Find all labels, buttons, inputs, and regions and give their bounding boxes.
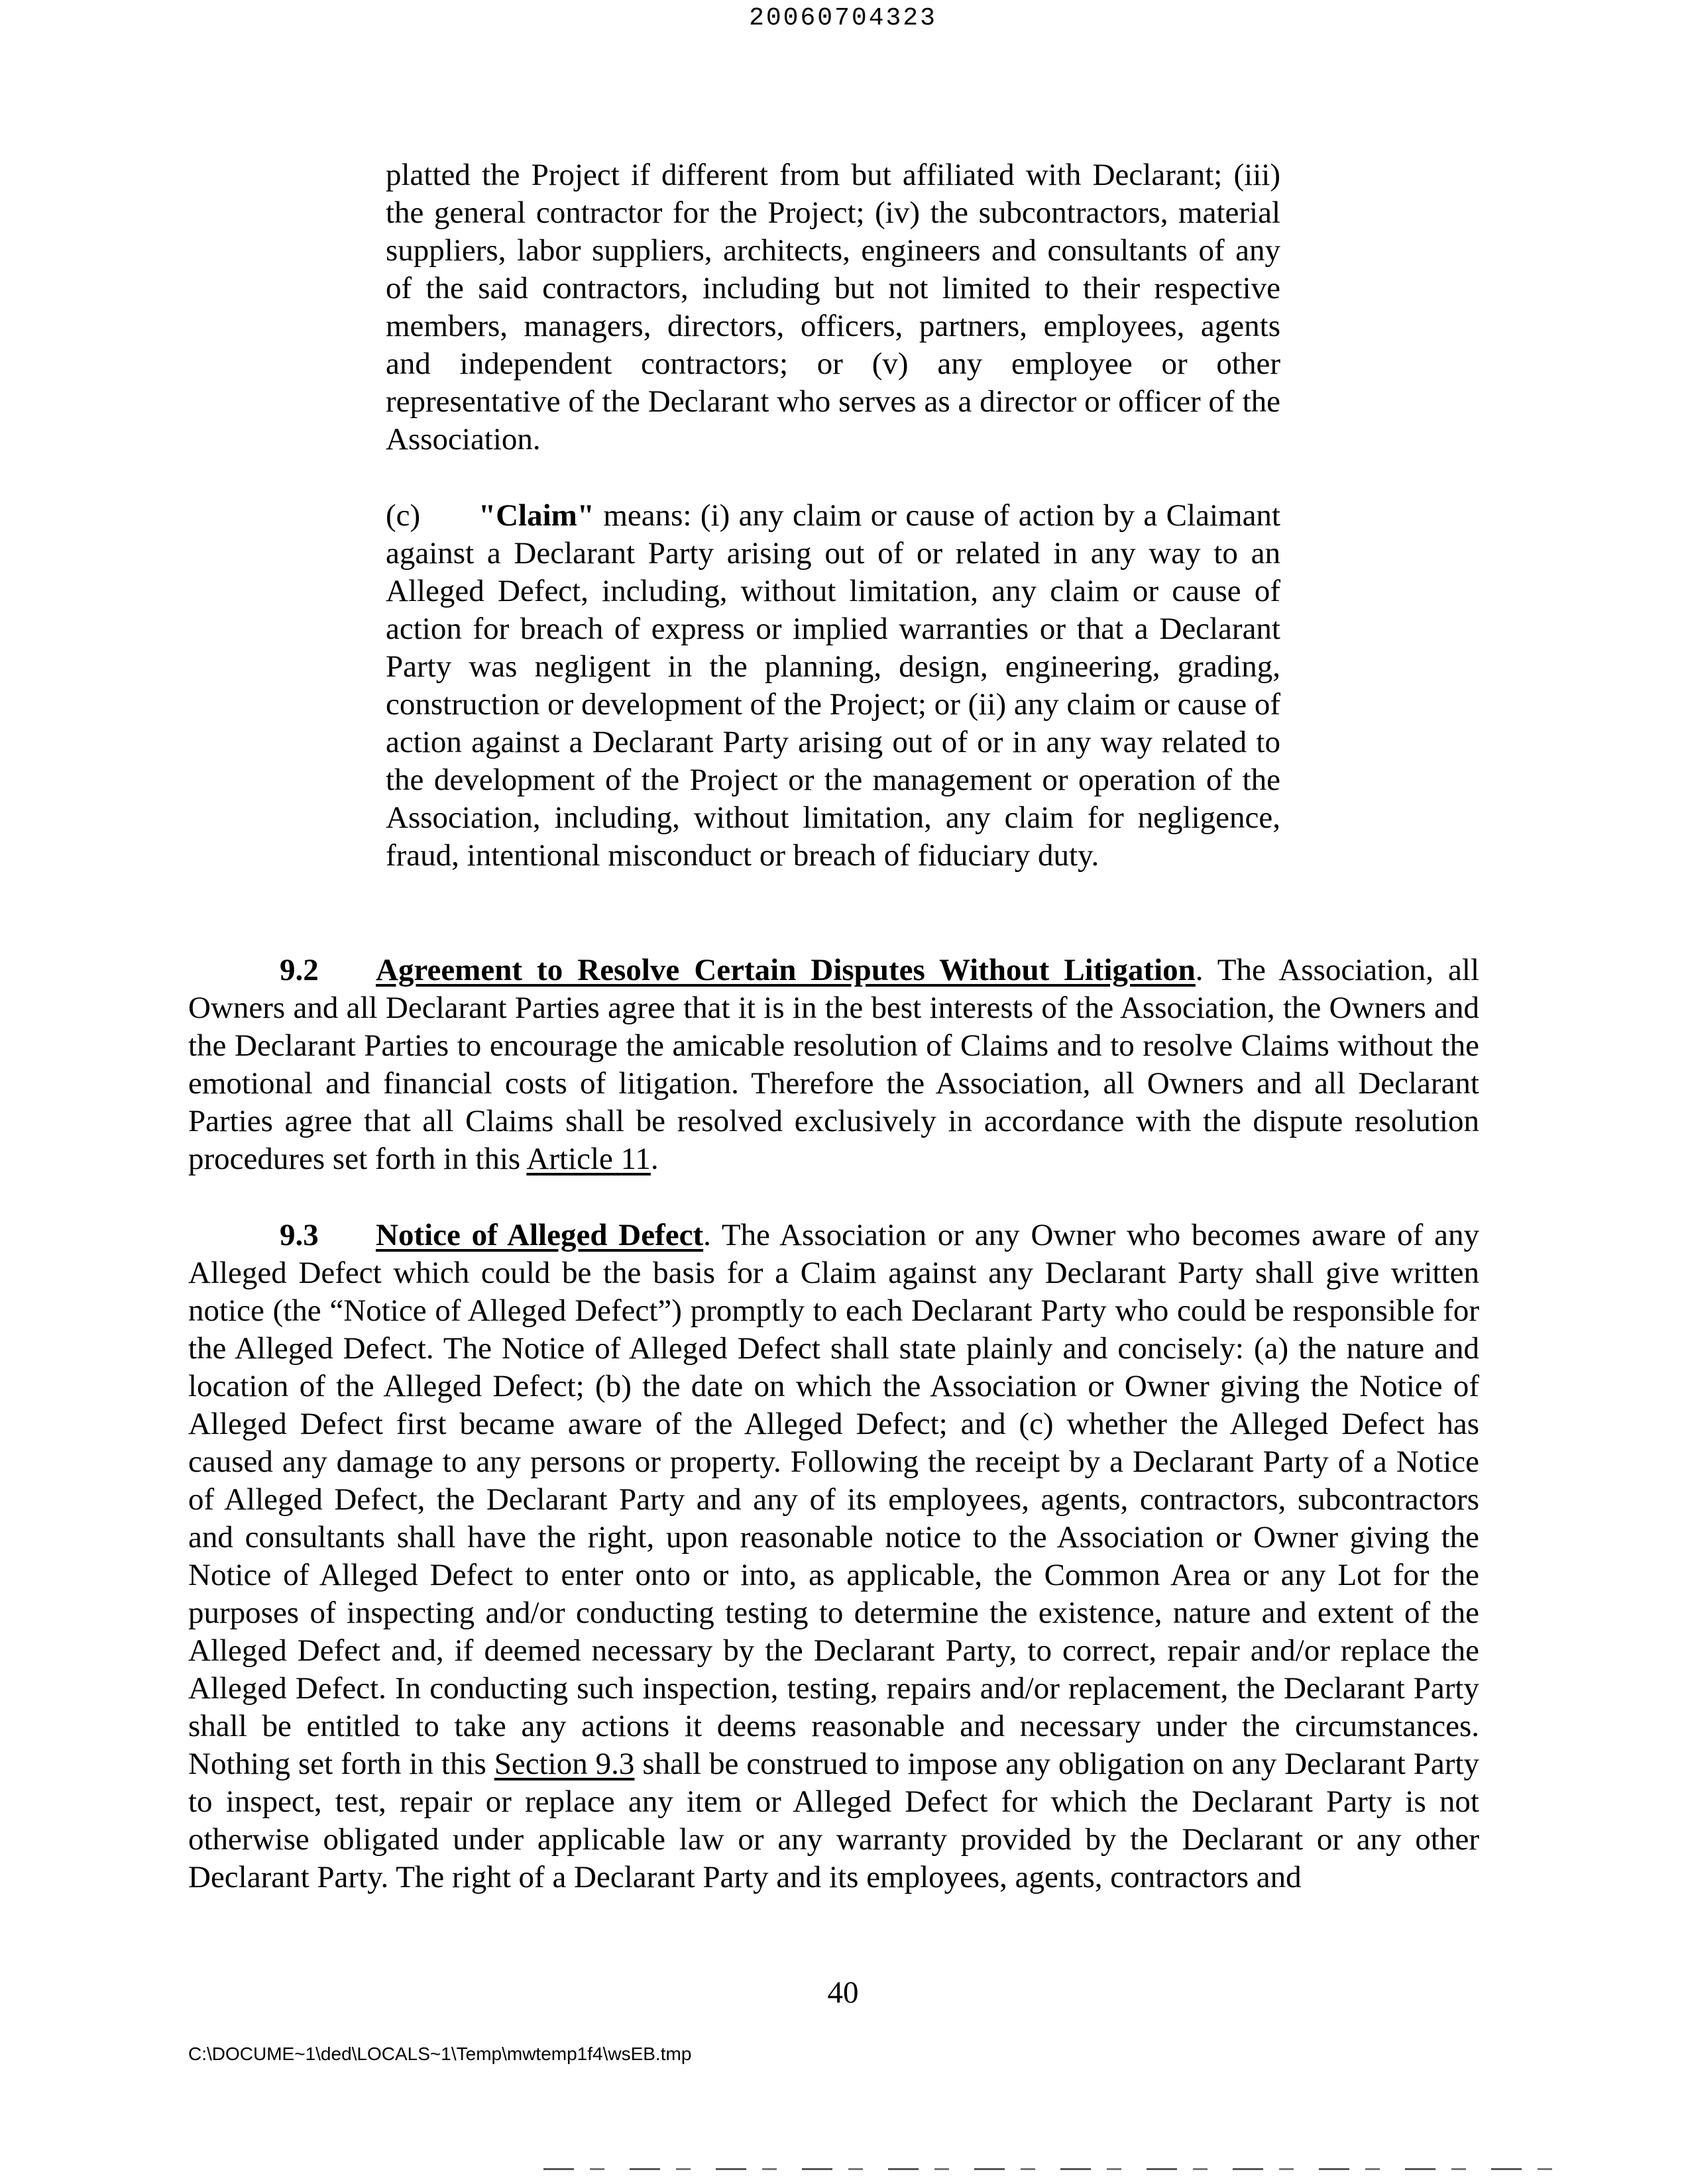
- section-9-2-text-end: .: [650, 1142, 659, 1176]
- article-11-reference: Article 11: [526, 1142, 651, 1176]
- section-9-3-number: 9.3: [280, 1218, 319, 1252]
- section-9-2: [188, 952, 1479, 1178]
- section-9-2-title: Agreement to Resolve Certain Disputes Without Litigation: [376, 953, 1196, 987]
- section-9-3-reference: Section 9.3: [494, 1747, 635, 1781]
- definition-c-claim: [386, 497, 1280, 875]
- scan-artifact-line: [543, 2168, 1577, 2170]
- section-9-2-text: . The Association, all Owners and all Declarant Parties agree that it is in the best interests of the Association, the Owners and the Declarant Parties to encourage the amicable resolution of Claims and to resolve Claims without the emotional and financial costs of litigation. Therefore the Association, all Owners and all Declarant Parties agree that all Claims shall be resolved exclusively in accordance with the dispute resolution procedures set forth in this: [188, 953, 1479, 1176]
- definition-c-text: means: (i) any claim or cause of action by a Claimant against a Declarant Party arising out of or related in any way to an Alleged Defect, including, without limitation, any claim or cause of action for breach of express or implied warranties or that a Declarant Party was negligent in the planning, design, engineering, grading, construction or development of the Project; or (ii) any claim or cause of action against a Declarant Party arising out of or in any way related to the development of the Project or the management or operation of the Association, including, without limitation, any claim for negligence, fraud, intentional misconduct or breach of fiduciary duty.: [386, 498, 1280, 873]
- section-9-3-text-end: shall be construed to impose any obligation on any Declarant Party to inspect, test, repair or replace any item or Alleged Defect for which the Declarant Party is not otherwise obligated under applicable law or any warranty provided by the Declarant or any other Declarant Party. The right of a Declarant Party and its employees, agents, contractors and: [188, 1747, 1480, 1894]
- section-9-2-number: 9.2: [280, 953, 319, 987]
- section-9-3-text: . The Association or any Owner who becomes aware of any Alleged Defect which could be the basis for a Claim against any Declarant Party shall give written notice (the “Notice of Alleged Defect”) promptly to each Declarant Party who could be responsible for the Alleged Defect. The Notice of Alleged Defect shall state plainly and concisely: (a) the nature and location of the Alleged Defect; (b) the date on which the Association or Owner giving the Notice of Alleged Defect first became aware of the Alleged Defect; and (c) whether the Alleged Defect has caused any damage to any persons or property. Following the receipt by a Declarant Party of a Notice of Alleged Defect, the Declarant Party and any of its employees, agents, contractors, subcontractors and consultants shall have the right, upon reasonable notice to the Association or Owner giving the Notice of Alleged Defect to enter onto or into, as applicable, the Common Area or any Lot for the purposes of inspecting and/or conducting testing to determine the existence, nature and extent of the Alleged Defect and, if deemed necessary by the Declarant Party, to correct, repair and/or replace the Alleged Defect. In conducting such inspection, testing, repairs and/or replacement, the Declarant Party shall be entitled to take any actions it deems reasonable and necessary under the circumstances. Nothing set forth in this: [188, 1218, 1479, 1781]
- document-number: 20060704323: [749, 4, 937, 32]
- page-number: 40: [827, 1975, 859, 2010]
- file-path-footer: C:\DOCUME~1\ded\LOCALS~1\Temp\mwtemp1f4\wsEB.tmp: [188, 2044, 692, 2064]
- section-9-3: [188, 1217, 1479, 1896]
- section-9-3-title: Notice of Alleged Defect: [376, 1218, 704, 1252]
- claim-term: "Claim": [478, 498, 594, 533]
- definition-b-continued: platted the Project if different from but affiliated with Declarant; (iii) the general contractor for the Project; (iv) the subcontractors, material suppliers, labor suppliers, architects, engineers and consultants of any of the said contractors, including but not limited to their respective members, managers, directors, officers, partners, employees, agents and independent contractors; or (v) any employee or other representative of the Declarant who serves as a director or officer of the Association.: [386, 158, 1280, 457]
- definition-c-label: (c): [386, 498, 421, 533]
